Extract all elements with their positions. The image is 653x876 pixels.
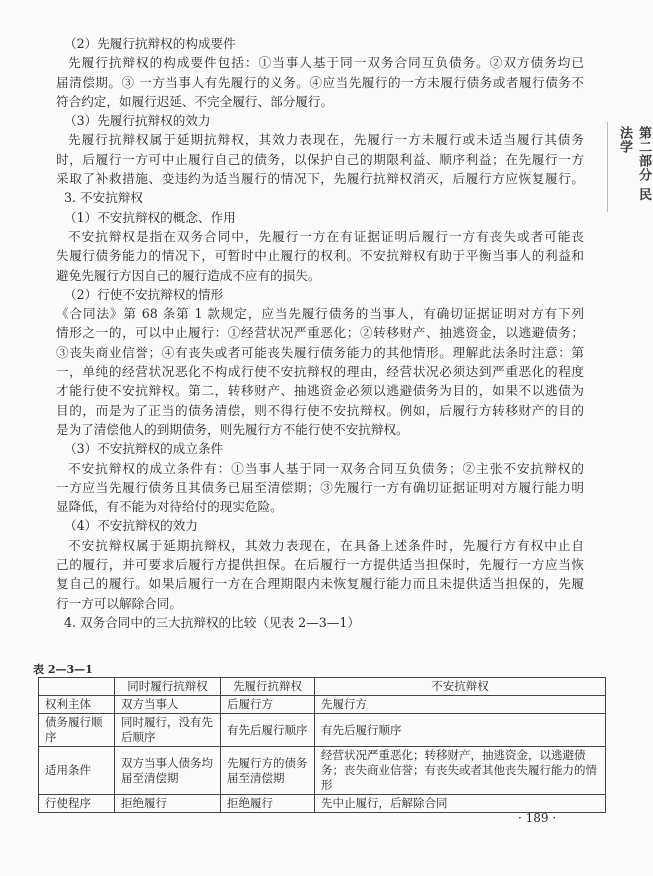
row-label: 行使程序: [39, 795, 115, 813]
table-cell: 拒绝履行: [221, 795, 315, 813]
table-cell: 同时履行，没有先后顺序: [115, 714, 221, 747]
table-row: [39, 714, 606, 747]
text-line: 显降低，有不能为对待给付的现实危险。: [56, 499, 283, 515]
text-line: 情形之一的，可以中止履行：①经营状况严重恶化；②转移财产、抽逃资金，以逃避债务；: [56, 325, 584, 341]
text-line: 时，后履行一方可中止履行自己的债务，以保护自己的期限利益、顺序利益；在先履行一方: [56, 151, 584, 167]
text-line: 符合约定，如履行迟延、不完全履行、部分履行。: [56, 93, 334, 109]
text-line: ③丧失商业信誉；④有丧失或者可能丧失履行债务能力的其他情形。理解此法条时注意：第: [56, 344, 584, 360]
text-line: 一方应当先履行债务且其债务已届至清偿期；③先履行一方有确切证据证明对方履行能力明: [56, 479, 584, 495]
table-cell: 先履行方: [315, 696, 606, 714]
table-cell: 双方当事人: [115, 696, 221, 714]
section-heading: （3）先履行抗辩权的效力: [64, 113, 211, 129]
text-line: 是为了清偿他人的到期债务，则先履行方不能行使不安抗辩权。: [56, 421, 409, 437]
text-line: 届清偿期。③ 一方当事人有先履行的义务。④应当先履行的一方未履行债务或者履行债务不: [56, 74, 584, 90]
text-line: 才能行使不安抗辩权。第二，转移财产、抽逃资金必须以逃避债务为目的，如果不以逃债为: [56, 383, 584, 399]
section-heading: （1）不安抗辩权的概念、作用: [64, 209, 236, 225]
comparison-table: [38, 677, 606, 813]
section-heading: （3）不安抗辩权的成立条件: [64, 441, 224, 457]
text-line: 先履行抗辩权的构成要件包括：①当事人基于同一双务合同互负债务。②双方债务均已: [68, 55, 584, 71]
text-line: 避免先履行方因自己的履行造成不应有的损失。: [56, 267, 321, 283]
table-cell: 经营状况严重恶化；转移财产，抽逃资金，以逃避债务；丧失商业信誉；有丧失或者其他丧失履行能力的情形: [315, 747, 606, 795]
table-row: [39, 795, 606, 813]
text-line: 己的履行，并可要求后履行方提供担保。在后履行一方提供适当担保时，先履行一方应当恢: [56, 557, 584, 573]
column-header: 同时履行抗辩权: [115, 678, 221, 696]
column-header: 先履行抗辩权: [221, 678, 315, 696]
column-header: [39, 678, 115, 696]
text-line: 不安抗辩权的成立条件有：①当事人基于同一双务合同互负债务；②主张不安抗辩权的: [68, 460, 584, 476]
text-line: 不安抗辩权属于延期抗辩权，其效力表现在，在具备上述条件时，先履行方有权中止自: [68, 537, 584, 553]
text-line: 《合同法》第 68 条第 1 款规定，应当先履行债务的当事人，有确切证据证明对方有下列: [56, 306, 584, 322]
section-heading: （2）先履行抗辩权的构成要件: [64, 36, 236, 51]
table-cell: 后履行方: [221, 696, 315, 714]
table-cell: 有先后履行顺序: [315, 714, 606, 747]
text-line: 复自己的履行。如果后履行一方在合理期限内未恢复履行能力而且未提供适当担保的，先履: [56, 576, 584, 592]
table-cell: 拒绝履行: [115, 795, 221, 813]
section-side-tab: [607, 122, 651, 212]
text-line: 一，单纯的经营状况恶化不构成行使不安抗辩权的理由，经营状况必须达到严重恶化的程度: [56, 364, 584, 380]
column-header: 不安抗辩权: [315, 678, 606, 696]
text-line: 失履行债务能力的情况下，可暂时中止履行的权利。不安抗辩权有助于平衡当事人的利益和: [56, 248, 584, 264]
row-label: 适用条件: [39, 747, 115, 795]
section-heading: （4）不安抗辩权的效力: [64, 518, 198, 534]
table-cell: 有先后履行顺序: [221, 714, 315, 747]
table-caption: 表 2—3—1: [33, 663, 93, 676]
text-line: 不安抗辩权是指在双务合同中，先履行一方在有证据证明后履行一方有丧失或者可能丧: [68, 228, 584, 244]
text-line: 行一方可以解除合同。: [56, 595, 182, 611]
row-label: 债务履行顺序: [39, 714, 115, 747]
text-line: 目的，而是为了正当的债务清偿，则不得行使不安抗辩权。例如，后履行方转移财产的目的: [56, 402, 584, 418]
table-cell: 双方当事人债务均届至清偿期: [115, 747, 221, 795]
table-cell: 先中止履行，后解除合同: [315, 795, 606, 813]
page-number: · 189 ·: [518, 811, 557, 825]
table-cell: 先履行方的债务届至清偿期: [221, 747, 315, 795]
table-row: [39, 747, 606, 795]
section-heading: 4. 双务合同中的三大抗辩权的比较（见表 2—3—1）: [64, 614, 360, 630]
section-heading: （2）行使不安抗辩权的情形: [64, 286, 224, 302]
table-header-row: [39, 678, 606, 696]
body-text: [56, 34, 584, 632]
text-line: 先履行抗辩权属于延期抗辩权，其效力表现在，先履行一方未履行或未适当履行其债务: [68, 132, 584, 148]
table-row: [39, 696, 606, 714]
row-label: 权利主体: [39, 696, 115, 714]
side-tab-label: 第二部分 民法学: [617, 126, 651, 202]
text-line: 采取了补救措施、变违约为适当履行的情况下，先履行抗辩权消灭，后履行方应恢复履行。: [56, 171, 584, 187]
section-heading: 3. 不安抗辩权: [64, 190, 143, 206]
